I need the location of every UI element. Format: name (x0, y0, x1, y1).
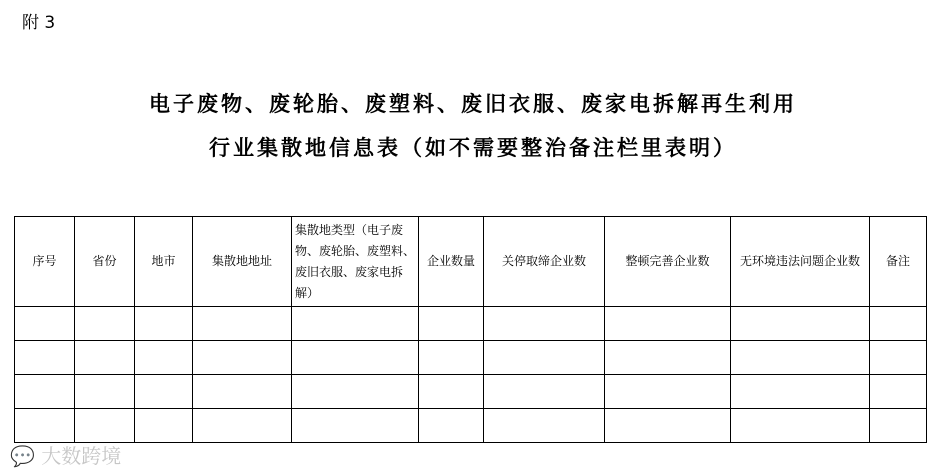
table-cell (193, 409, 292, 443)
table-row (15, 307, 927, 341)
table-cell (731, 409, 870, 443)
info-table (14, 216, 927, 443)
header-cell: 无环境违法问题企业数 (731, 217, 870, 307)
header-cell: 整顿完善企业数 (605, 217, 731, 307)
table-cell (75, 409, 135, 443)
header-cell: 地市 (135, 217, 193, 307)
wechat-logo-icon: 💬 (10, 444, 35, 468)
table-cell (193, 307, 292, 341)
table-cell (135, 307, 193, 341)
table-cell (292, 341, 419, 375)
title-line-2: 行业集散地信息表（如不需要整治备注栏里表明） (209, 136, 737, 160)
table-cell (15, 341, 75, 375)
table-cell (419, 375, 484, 409)
header-cell: 备注 (870, 217, 927, 307)
header-cell: 企业数量 (419, 217, 484, 307)
table-cell (419, 341, 484, 375)
header-cell: 集散地地址 (193, 217, 292, 307)
table-cell (731, 375, 870, 409)
title-line-1: 电子废物、废轮胎、废塑料、废旧衣服、废家电拆解再生利用 (149, 92, 797, 116)
table-cell (605, 409, 731, 443)
table-cell (15, 409, 75, 443)
table-cell (870, 375, 927, 409)
watermark-text: 大数跨境 (41, 444, 122, 468)
table-cell (292, 409, 419, 443)
table-cell (419, 409, 484, 443)
table-cell (75, 307, 135, 341)
table-cell (193, 375, 292, 409)
header-row (15, 217, 927, 307)
table-cell (75, 375, 135, 409)
table-cell (870, 409, 927, 443)
table-cell (484, 409, 605, 443)
table-cell (419, 307, 484, 341)
table-cell (75, 341, 135, 375)
header-cell: 省份 (75, 217, 135, 307)
table-cell (731, 341, 870, 375)
table-cell (292, 307, 419, 341)
table-cell (605, 341, 731, 375)
appendix-label: 附 3 (22, 13, 56, 33)
table-cell (484, 375, 605, 409)
table-row (15, 341, 927, 375)
table-cell (135, 409, 193, 443)
table-cell (193, 341, 292, 375)
table-cell (605, 307, 731, 341)
header-cell: 集散地类型（电子废物、废轮胎、废塑料、废旧衣服、废家电拆解） (292, 217, 419, 307)
table-row (15, 409, 927, 443)
table-row (15, 375, 927, 409)
table-cell (870, 341, 927, 375)
table-cell (605, 375, 731, 409)
table-cell (15, 307, 75, 341)
table-cell (292, 375, 419, 409)
table-cell (15, 375, 75, 409)
table-cell (484, 307, 605, 341)
watermark (10, 440, 121, 469)
table-cell (135, 375, 193, 409)
table-cell (870, 307, 927, 341)
header-cell: 序号 (15, 217, 75, 307)
header-cell: 关停取缔企业数 (484, 217, 605, 307)
table-cell (484, 341, 605, 375)
table-cell (135, 341, 193, 375)
table-cell (731, 307, 870, 341)
